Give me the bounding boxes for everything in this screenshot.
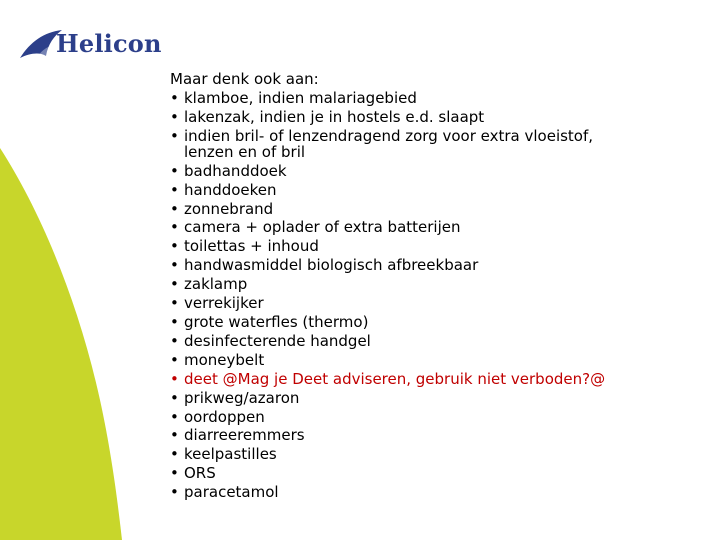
list-item-text: prikweg/azaron [184, 388, 300, 407]
list-item-text: handdoeken [184, 180, 277, 199]
list-item-text: diarreeremmers [184, 426, 305, 445]
list-item-text: moneybelt [184, 350, 265, 369]
list-item-text: badhanddoek [184, 161, 287, 180]
list-item-text: klamboe, indien malariagebied [184, 89, 417, 107]
list-item [170, 408, 690, 427]
list-item-text: camera + oplader of extra batterijen [184, 218, 461, 237]
list-item [170, 389, 690, 408]
list-item [170, 483, 690, 502]
list-item [170, 275, 690, 294]
list-item [170, 313, 690, 332]
list-item [170, 426, 690, 445]
packing-list [170, 89, 690, 502]
list-item [170, 181, 690, 200]
list-item-text: oordoppen [184, 407, 265, 426]
list-item-text: zonnebrand [184, 199, 274, 218]
list-item-text: keelpastilles [184, 445, 277, 464]
list-item-text: toilettas + inhoud [184, 237, 319, 256]
list-heading: Maar denk ook aan: [170, 70, 319, 88]
list-item [170, 256, 690, 275]
list-item [170, 332, 690, 351]
list-item [170, 370, 690, 389]
list-item [170, 126, 690, 161]
list-item [170, 89, 690, 108]
list-item [170, 294, 690, 313]
list-item [170, 218, 690, 237]
list-item-text: lakenzak, indien je in hostels e.d. slaapt [184, 107, 485, 126]
brand-name: Helicon [56, 29, 162, 58]
list-item-text: zaklamp [184, 275, 248, 294]
list-item [170, 162, 690, 181]
list-item-continuation: lenzen en of bril [184, 142, 306, 161]
list-item-text: desinfecterende handgel [184, 331, 371, 350]
list-item [170, 237, 690, 256]
slide-content [170, 70, 690, 502]
list-item-text: handwasmiddel biologisch afbreekbaar [184, 256, 479, 275]
list-item [170, 351, 690, 370]
list-item-text: deet @Mag je Deet adviseren, gebruik niet verboden?@ [184, 369, 606, 388]
list-item-text: indien bril- of lenzendragend zorg voor extra vloeistof, [184, 126, 594, 145]
list-item [170, 108, 690, 127]
list-item [170, 445, 690, 464]
list-item-text: paracetamol [184, 483, 279, 502]
list-item [170, 200, 690, 219]
list-item-text: grote waterfles (thermo) [184, 312, 369, 331]
list-item [170, 464, 690, 483]
list-item-text: ORS [184, 464, 216, 483]
list-item-text: verrekijker [184, 294, 264, 313]
